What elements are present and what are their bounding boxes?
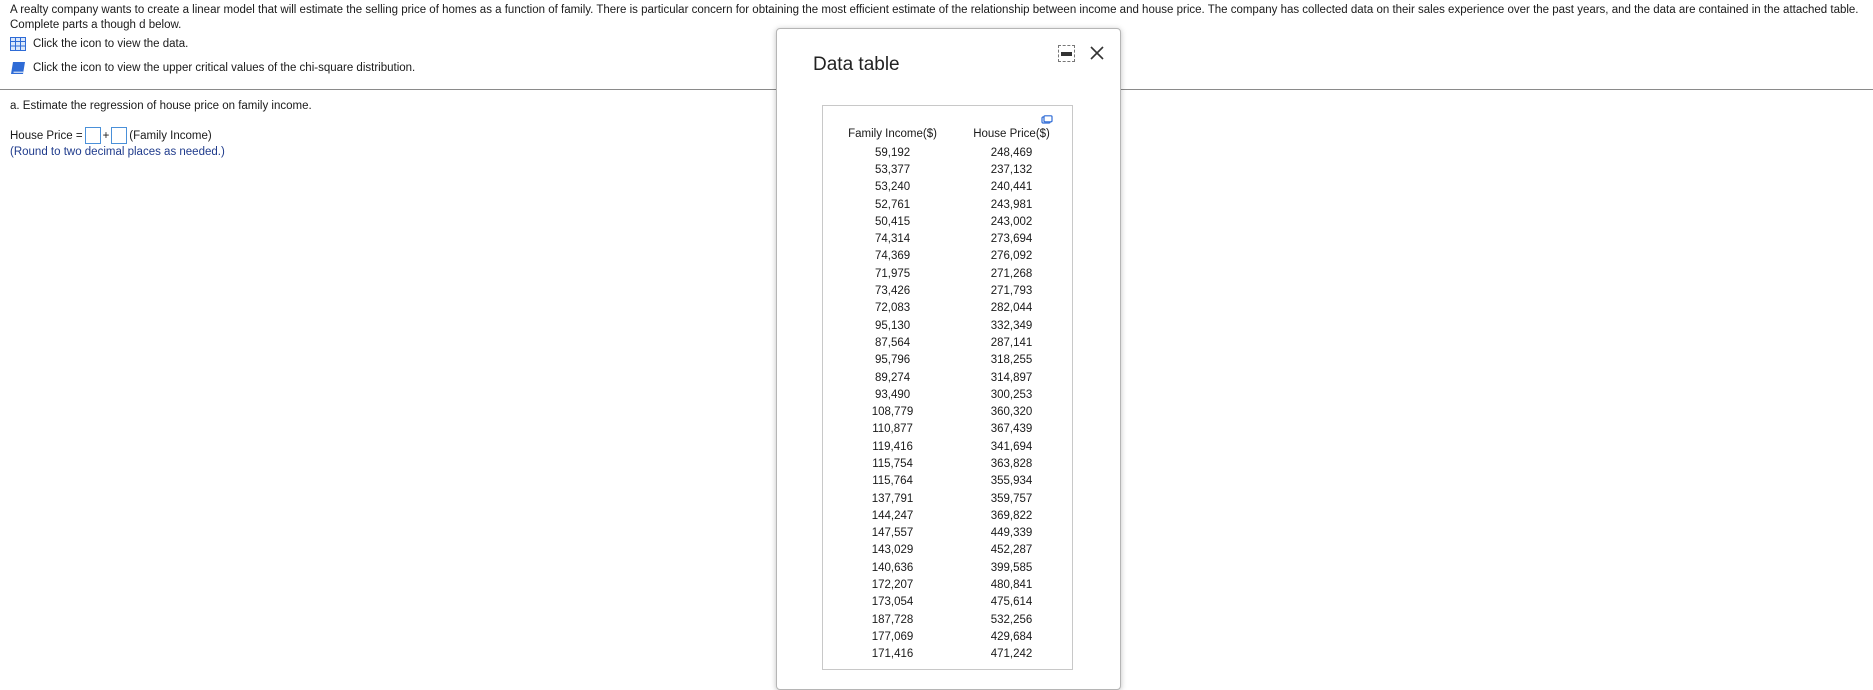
house-price-cell: 359,757	[990, 492, 1033, 505]
intercept-input[interactable]	[85, 127, 101, 144]
table-row	[834, 611, 1072, 628]
family-income-cell: 72,083	[874, 302, 911, 315]
house-price-cell: 360,320	[990, 406, 1033, 419]
house-price-cell: 532,256	[990, 613, 1033, 626]
house-price-cell: 237,132	[990, 163, 1033, 176]
family-income-cell: 74,314	[874, 233, 911, 246]
house-price-cell: 243,002	[990, 215, 1033, 228]
table-row	[834, 559, 1072, 576]
minimize-icon	[1061, 52, 1072, 56]
family-income-cell: 108,779	[871, 406, 914, 419]
slope-input[interactable]	[111, 127, 127, 144]
view-data-label[interactable]: Click the icon to view the data.	[33, 38, 189, 50]
view-chi-square-link[interactable]	[10, 61, 415, 75]
family-income-cell: 172,207	[871, 579, 914, 592]
close-icon	[1087, 43, 1107, 63]
family-income-cell: 115,764	[872, 475, 913, 488]
house-price-cell: 452,287	[990, 544, 1033, 557]
view-data-link[interactable]	[10, 37, 188, 51]
table-row	[834, 352, 1072, 369]
family-income-cell: 115,754	[872, 457, 913, 470]
family-income-cell: 71,975	[874, 267, 911, 280]
table-row	[834, 334, 1072, 351]
table-row	[834, 628, 1072, 645]
table-row	[834, 473, 1072, 490]
table-row	[834, 248, 1072, 265]
house-price-cell: 282,044	[990, 302, 1033, 315]
house-price-cell: 271,793	[990, 285, 1033, 298]
house-price-cell: 367,439	[990, 423, 1033, 436]
house-price-cell: 243,981	[990, 198, 1033, 211]
family-income-cell: 52,761	[874, 198, 911, 211]
table-row	[834, 542, 1072, 559]
table-row	[834, 161, 1072, 178]
table-row	[834, 265, 1072, 282]
family-income-cell: 53,377	[874, 163, 911, 176]
minimize-button[interactable]	[1058, 45, 1075, 62]
family-income-cell: 74,369	[874, 250, 911, 263]
family-income-cell: 143,029	[871, 544, 914, 557]
column-header-house-price: House Price($)	[973, 128, 1050, 140]
problem-intro: A realty company wants to create a linear model that will estimate the selling price of homes as a function of family. There is particular concern for obtaining the most efficient estimate of the relationship between income and house price. The company has collected data on their sales experience over the past years, and the data are contained in the attached table. Complete parts a though d below.	[10, 4, 1859, 31]
view-chi-square-label[interactable]: Click the icon to view the upper critical values of the chi-square distribution.	[33, 62, 416, 74]
family-income-cell: 59,192	[874, 146, 911, 159]
family-income-cell: 173,054	[871, 596, 914, 609]
house-price-cell: 314,897	[990, 371, 1033, 384]
family-income-cell: 177,069	[871, 630, 914, 643]
house-price-cell: 276,092	[990, 250, 1033, 263]
house-price-cell: 363,828	[990, 457, 1033, 470]
family-income-cell: 187,728	[871, 613, 914, 626]
family-income-cell: 140,636	[871, 561, 914, 574]
family-income-cell: 119,416	[872, 440, 913, 453]
book-icon[interactable]	[10, 61, 26, 75]
table-row	[834, 300, 1072, 317]
house-price-cell: 471,242	[990, 648, 1033, 661]
house-price-cell: 341,694	[990, 440, 1033, 453]
family-income-cell: 93,490	[874, 388, 911, 401]
table-row	[834, 646, 1072, 663]
family-income-cell: 110,877	[872, 423, 913, 436]
family-income-cell: 53,240	[874, 181, 911, 194]
table-row	[834, 386, 1072, 403]
house-price-cell: 271,268	[990, 267, 1033, 280]
equation-plus: +	[102, 129, 110, 142]
family-income-cell: 171,416	[871, 648, 914, 661]
house-price-cell: 287,141	[990, 336, 1033, 349]
table-row	[834, 317, 1072, 334]
table-row	[834, 369, 1072, 386]
house-price-cell: 355,934	[990, 475, 1033, 488]
family-income-cell: 95,130	[874, 319, 911, 332]
table-icon[interactable]	[10, 37, 26, 51]
table-row	[834, 455, 1072, 472]
house-price-cell: 449,339	[990, 527, 1033, 540]
family-income-cell: 147,557	[871, 527, 914, 540]
family-income-cell: 137,791	[871, 492, 914, 505]
table-row	[834, 282, 1072, 299]
family-income-cell: 95,796	[874, 354, 911, 367]
table-row	[834, 179, 1072, 196]
house-price-cell: 399,585	[990, 561, 1033, 574]
family-income-cell: 87,564	[874, 336, 911, 349]
table-row	[834, 507, 1072, 524]
dialog-title: Data table	[813, 54, 900, 75]
column-header-family-income: Family Income($)	[848, 128, 937, 140]
family-income-cell: 73,426	[874, 285, 911, 298]
house-price-cell: 248,469	[990, 146, 1033, 159]
house-price-cell: 318,255	[990, 354, 1033, 367]
table-row	[834, 213, 1072, 230]
copy-icon[interactable]	[1041, 115, 1053, 125]
table-row	[834, 576, 1072, 593]
house-price-cell: 332,349	[990, 319, 1033, 332]
family-income-cell: 144,247	[871, 509, 914, 522]
data-table-frame	[822, 105, 1073, 670]
table-row	[834, 196, 1072, 213]
house-price-cell: 480,841	[990, 579, 1033, 592]
table-row	[834, 525, 1072, 542]
data-table	[834, 127, 1072, 663]
table-row	[834, 490, 1072, 507]
table-row	[834, 230, 1072, 247]
part-a-prompt: a. Estimate the regression of house price on family income.	[10, 100, 312, 112]
family-income-cell: 50,415	[874, 215, 911, 228]
regression-equation	[10, 127, 212, 144]
house-price-cell: 369,822	[990, 509, 1033, 522]
rounding-hint: (Round to two decimal places as needed.)	[10, 146, 225, 158]
table-row	[834, 421, 1072, 438]
equation-lhs: House Price =	[10, 129, 83, 142]
close-button[interactable]	[1087, 43, 1107, 63]
house-price-cell: 273,694	[990, 233, 1033, 246]
family-income-cell: 89,274	[874, 371, 911, 384]
equation-rhs: (Family Income)	[129, 129, 212, 142]
house-price-cell: 300,253	[990, 388, 1033, 401]
table-row	[834, 403, 1072, 420]
table-row	[834, 594, 1072, 611]
data-table-dialog	[776, 28, 1121, 690]
table-row	[834, 144, 1072, 161]
house-price-cell: 429,684	[990, 630, 1033, 643]
table-row	[834, 438, 1072, 455]
house-price-cell: 475,614	[990, 596, 1033, 609]
house-price-cell: 240,441	[990, 181, 1033, 194]
